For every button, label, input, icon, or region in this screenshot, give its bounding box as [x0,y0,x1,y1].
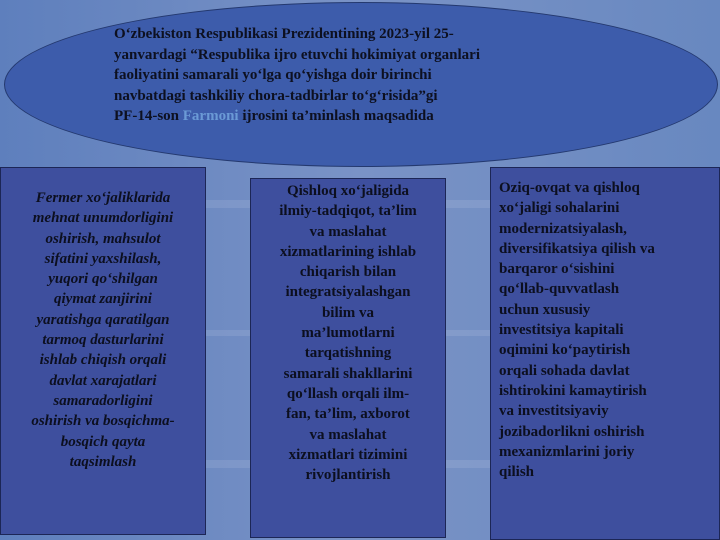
box-line: qo‘llash orqali ilm- [286,385,410,402]
header-suffix: ijrosini ta’minlash maqsadida [238,108,434,124]
box-line: xo‘jaligi sohalarini [499,200,620,217]
header-line: navbatdagi tashkiliy chora-tadbirlar to‘g‘risida”gi [114,87,438,104]
box-line: Qishloq xo‘jaligida [286,183,410,199]
box-line: ishtirokini kamaytirish [499,382,647,399]
box-line: qilish [499,464,535,481]
box-line: uchun xususiy [499,301,591,318]
box-line: Fermer xo‘jaliklarida [35,190,171,206]
box-line: bilim va [321,304,375,321]
box-line: modernizatsiyalash, [499,220,627,237]
box-line: oshirish, mahsulot [45,230,161,247]
box-line: orqali sohada davlat [499,362,630,379]
box-line: oshirish va bosqichma- [31,413,175,430]
box-line: mexanizmlarini joriy [499,443,635,460]
box-line: qo‘llab-quvvatlash [499,281,620,298]
box-line: tarqatishning [304,345,392,362]
box-line: samarali shakllarini [283,365,413,382]
box-line: yaratishga qaratilgan [36,311,170,328]
box-line: Oziq-ovqat va qishloq [499,180,640,196]
decree-highlight: Farmoni [182,108,239,124]
box-line: qiymat zanjirini [54,291,152,308]
box-line: chiqarish bilan [299,264,397,281]
box-line: xizmatlari tizimini [288,446,408,463]
box-line: taqsimlash [69,453,137,470]
box-line: integratsiyalashgan [285,284,411,301]
box-line: fan, ta’lim, axborot [286,406,410,423]
box-line: ma’lumotlarni [301,325,395,342]
box-line: va investitsiyaviy [499,403,609,420]
box-line: sifatini yaxshilash, [44,250,162,267]
box-line: barqaror o‘sishini [499,261,615,278]
box-line: mehnat unumdorligini [32,210,174,227]
box-investment [490,167,720,540]
header-line-last [114,106,594,127]
header-prefix: PF-14-son [114,108,183,124]
box-line: ishlab chiqish orqali [39,352,167,369]
box-line: rivojlantirish [305,467,391,484]
box-line: va maslahat [309,426,387,443]
box-line: xizmatlarining ishlab [279,243,417,260]
box-line: yuqori qo‘shilgan [48,271,158,288]
box-line: bosqich qayta [60,433,146,450]
box-line: diversifikatsiya qilish va [499,240,655,257]
box-line: oqimini ko‘paytirish [499,342,631,359]
header-line: O‘zbekiston Respublikasi Prezidentining 2023-yil 25- [114,26,454,42]
header-line: yanvardagi “Respublika ijro etuvchi hokimiyat organlari [114,46,481,63]
box-research [250,178,446,538]
box-line: samaradorligini [53,392,153,409]
header-line: faoliyatini samarali yo‘lga qo‘yishga doir birinchi [114,67,432,83]
header-text [114,24,594,127]
box-line: jozibadorlikni oshirish [499,423,645,440]
box-line: tarmoq dasturlarini [42,332,164,349]
box-line: davlat xarajatlari [49,372,157,389]
box-line: va maslahat [309,223,387,240]
box-line: ilmiy-tadqiqot, ta’lim [279,203,417,220]
box-line: investitsiya kapitali [499,322,624,339]
box-farms [0,167,206,535]
